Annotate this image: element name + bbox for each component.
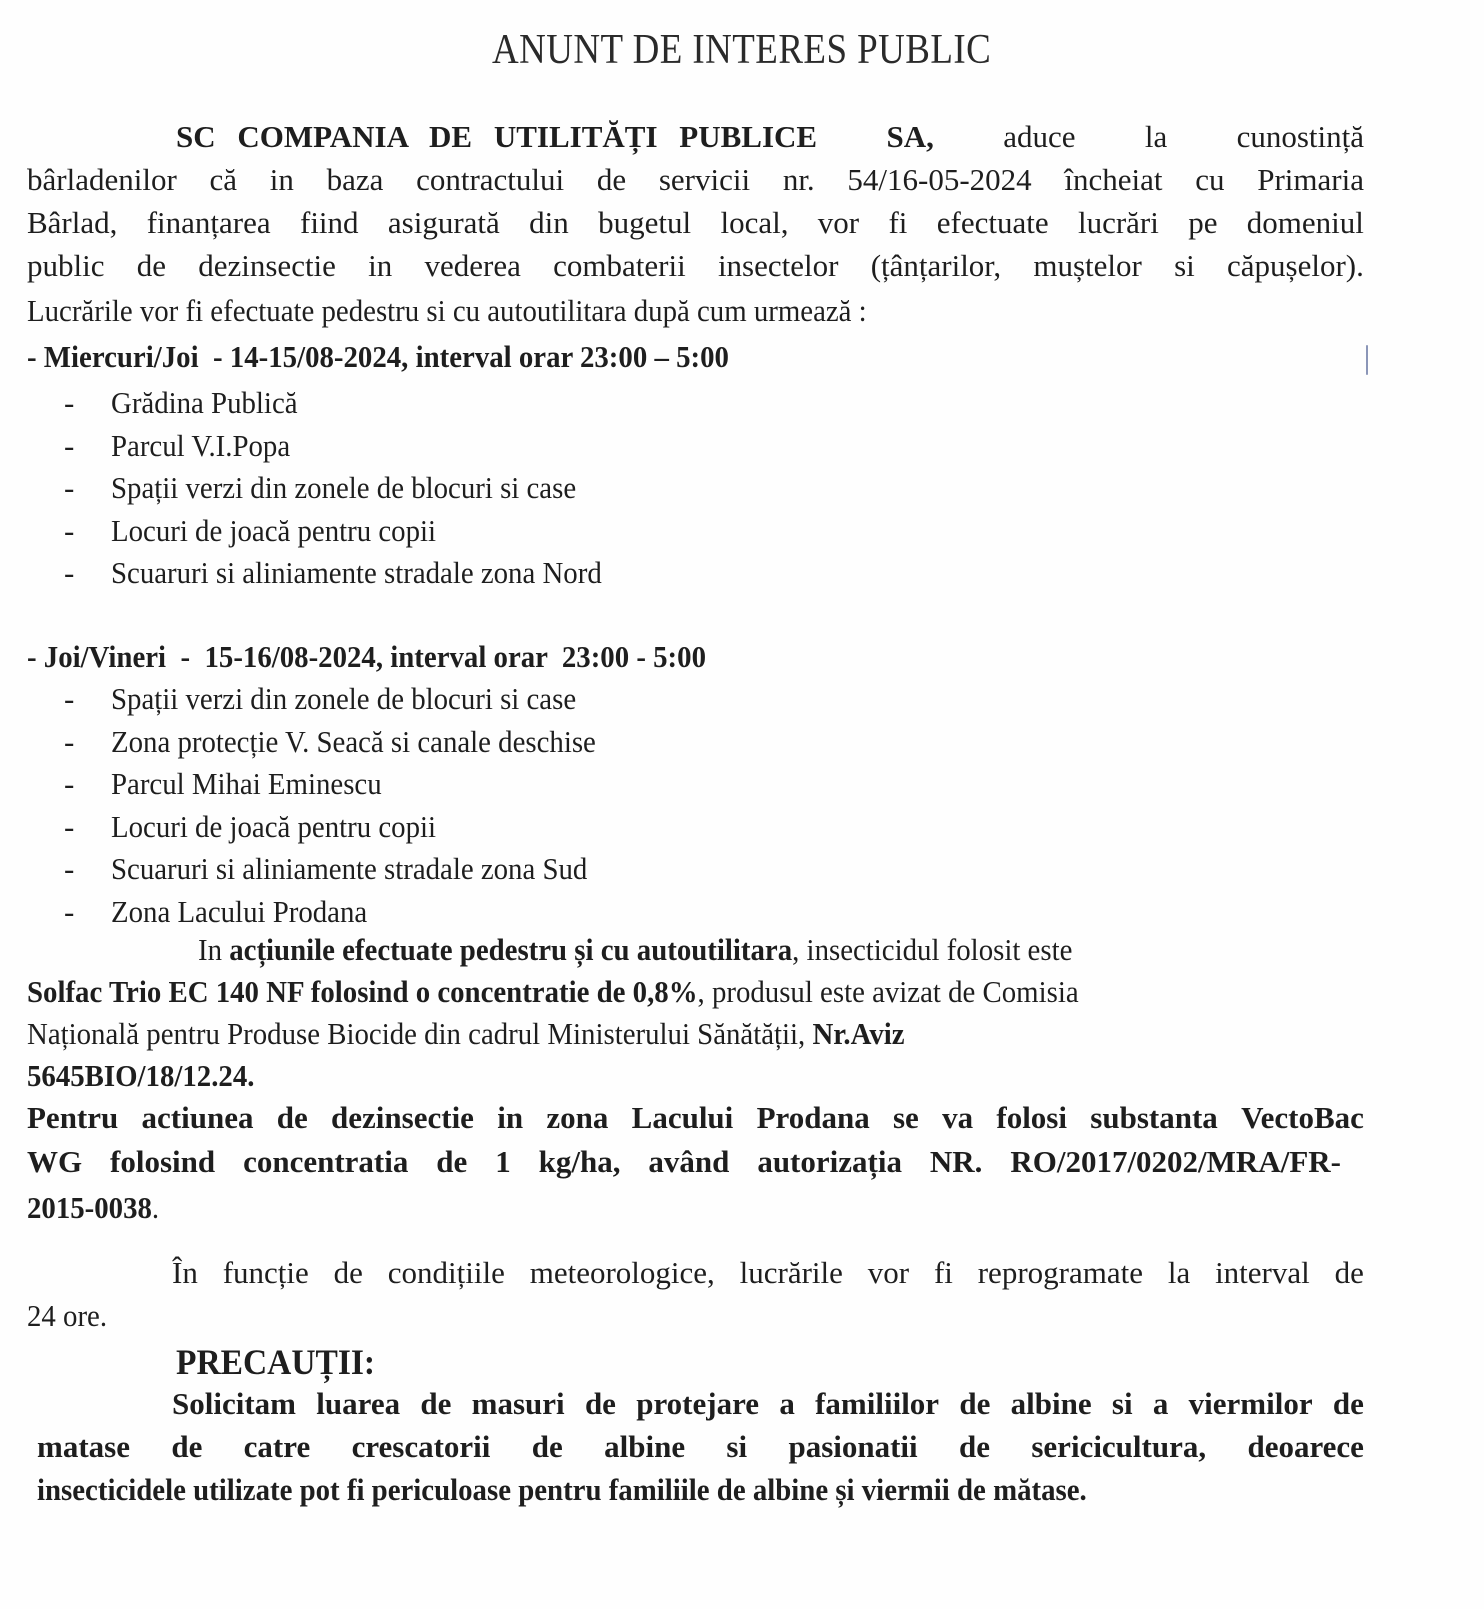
word: încheiat [1064, 162, 1163, 197]
location-item: Spații verzi din zonele de blocuri si case [111, 470, 577, 505]
word: În [172, 1255, 198, 1290]
bullet-dash: - [64, 385, 75, 420]
word: meteorologice, [529, 1255, 715, 1290]
intro-line-5: Lucrările vor fi efectuate pedestru si cu autoutilitara după cum urmează : [27, 293, 867, 328]
word: de [596, 162, 627, 197]
word: masuri [471, 1386, 565, 1421]
bullet-dash: - [64, 893, 75, 929]
bullet-dash: - [64, 427, 75, 463]
word: vor [817, 205, 860, 240]
company-name: SC COMPANIA DE UTILITĂȚI PUBLICE [176, 119, 818, 154]
word: finanțarea [146, 205, 271, 240]
precautions-line-1 [172, 1384, 1364, 1424]
word: public [27, 248, 105, 283]
word: concentratia [243, 1144, 409, 1179]
word: de [584, 1386, 616, 1421]
word: având [648, 1144, 730, 1179]
scan-pen-mark [1366, 345, 1368, 375]
word: de [531, 1429, 563, 1464]
word: Lacului [631, 1100, 734, 1135]
word: familiilor [815, 1386, 940, 1421]
company-suffix: SA, [886, 119, 934, 154]
bullet-dash: - [64, 512, 75, 548]
location-item: Locuri de joacă pentru copii [111, 808, 437, 844]
location-item: Parcul Mihai Eminescu [111, 766, 382, 801]
word: viermilor [1188, 1386, 1313, 1421]
word: bugetul [598, 205, 692, 240]
word: vor [867, 1255, 910, 1290]
precautions-line-3: insecticidele utilizate pot fi periculoase pentru familiile de albine și viermii de mătase. [37, 1472, 1087, 1507]
location-item: Scuaruri si aliniamente stradale zona Nord [111, 555, 602, 590]
location-item: Zona protecție V. Seacă si canale deschise [111, 723, 596, 759]
word: local, [720, 205, 789, 240]
word: Prodana [756, 1100, 870, 1135]
word: insectelor [717, 248, 839, 283]
location-item: Locuri de joacă pentru copii [111, 512, 437, 548]
word: bârladenilor [27, 162, 177, 197]
word: in [497, 1100, 524, 1135]
schedule-heading-2: - Joi/Vineri - 15-16/08-2024, interval orar 23:00 - 5:00 [27, 639, 706, 674]
word: in [368, 248, 393, 283]
word: va [942, 1100, 974, 1135]
word: fi [933, 1255, 953, 1290]
insecticide-line-1: In acțiunile efectuate pedestru și cu autoutilitara, insecticidul folosit este [198, 932, 1073, 967]
word: kg/ha, [538, 1144, 621, 1179]
bullet-dash: - [64, 681, 75, 716]
word: baza [326, 162, 384, 197]
word: de [136, 248, 166, 283]
vectobac-line-1 [27, 1098, 1364, 1138]
word: catre [243, 1429, 311, 1464]
word: de [420, 1386, 452, 1421]
word: Bârlad, [27, 205, 118, 240]
word: crescatorii [351, 1429, 491, 1464]
word: deoarece [1247, 1429, 1364, 1464]
bullet-dash: - [64, 808, 75, 844]
word: WG [27, 1144, 83, 1179]
bullet-dash: - [64, 470, 75, 505]
bullet-dash: - [64, 851, 75, 886]
weather-line-2: 24 ore. [27, 1298, 108, 1333]
word: muștelor [1033, 248, 1142, 283]
word: a [779, 1386, 795, 1421]
bullet-dash: - [64, 766, 75, 801]
word: cu [1195, 162, 1225, 197]
word: autorizația [757, 1144, 902, 1179]
weather-line-1 [172, 1253, 1364, 1293]
word: din [529, 205, 569, 240]
location-item: Grădina Publică [111, 385, 298, 420]
insecticide-line-3: Națională pentru Produse Biocide din cadrul Ministerului Sănătății, Nr.Aviz [27, 1016, 905, 1051]
word: de [959, 1429, 991, 1464]
word: servicii [658, 162, 751, 197]
insecticide-line-2: Solfac Trio EC 140 NF folosind o concentratie de 0,8%, produsul este avizat de Comisia [27, 974, 1079, 1009]
precautions-heading: PRECAUȚII: [176, 1342, 376, 1382]
word: a [1152, 1386, 1169, 1421]
word: Pentru [27, 1100, 119, 1135]
word: pe [1188, 205, 1218, 240]
bullet-dash: - [64, 555, 75, 590]
word: actiunea [141, 1100, 254, 1135]
word: in [269, 162, 294, 197]
word: matase [37, 1429, 130, 1464]
location-item: Parcul V.I.Popa [111, 427, 291, 463]
word: de [1332, 1386, 1364, 1421]
bullet-dash: - [64, 723, 75, 759]
word: lucrările [739, 1255, 843, 1290]
word: RO/2017/0202/MRA/FR- [1010, 1144, 1341, 1179]
vectobac-line-3: 2015-0038. [27, 1190, 160, 1225]
word: de [1334, 1255, 1364, 1290]
word: luarea [316, 1386, 401, 1421]
word: 1 [495, 1144, 511, 1179]
precautions-line-2 [37, 1427, 1364, 1467]
word: condițiile [387, 1255, 505, 1290]
word: efectuate [936, 205, 1049, 240]
intro-word: cunostință [1236, 119, 1364, 154]
announcement-title: ANUNT DE INTERES PUBLIC [492, 27, 992, 73]
word: albine [1010, 1386, 1092, 1421]
word: contractului [416, 162, 565, 197]
word: folosind [110, 1144, 216, 1179]
word: dezinsectie [198, 248, 336, 283]
word: NR. [929, 1144, 983, 1179]
word: de [276, 1100, 308, 1135]
word: si [1174, 248, 1195, 283]
word: Primaria [1257, 162, 1364, 197]
schedule-heading-1: - Miercuri/Joi - 14-15/08-2024, interval orar 23:00 – 5:00 [27, 339, 729, 374]
word: se [892, 1100, 919, 1135]
word: lucrări [1077, 205, 1159, 240]
word: 54/16-05-2024 [847, 162, 1032, 197]
word: VectoBac [1241, 1100, 1364, 1135]
location-item: Zona Lacului Prodana [111, 893, 368, 929]
word: combaterii [553, 248, 686, 283]
word: căpușelor). [1227, 248, 1364, 283]
aviz-number: 5645BIO/18/12.24. [27, 1058, 255, 1093]
vectobac-line-2 [27, 1142, 1341, 1182]
word: fi [888, 205, 908, 240]
word: si [1111, 1386, 1133, 1421]
word: dezinsectie [331, 1100, 474, 1135]
word: domeniul [1246, 205, 1364, 240]
word: de [333, 1255, 363, 1290]
intro-line-1 [176, 117, 1364, 157]
word: sericicultura, [1031, 1429, 1207, 1464]
word: (țânțarilor, [870, 248, 1002, 283]
intro-line-4 [27, 246, 1364, 286]
word: substanta [1090, 1100, 1218, 1135]
word: vederea [424, 248, 521, 283]
word: funcție [222, 1255, 309, 1290]
word: că [209, 162, 238, 197]
product-name: Solfac Trio EC 140 NF folosind o concentratie de 0,8% [27, 974, 698, 1009]
word: zona [546, 1100, 609, 1135]
location-item: Scuaruri si aliniamente stradale zona Sud [111, 851, 588, 886]
word: de [436, 1144, 468, 1179]
word: interval [1215, 1255, 1310, 1290]
intro-word: la [1144, 119, 1168, 154]
intro-word: aduce [1003, 119, 1076, 154]
intro-line-2 [27, 160, 1364, 200]
word: folosi [996, 1100, 1067, 1135]
word: si [726, 1429, 748, 1464]
word: de [171, 1429, 203, 1464]
word: asigurată [387, 205, 500, 240]
word: Solicitam [172, 1386, 296, 1421]
location-item: Spații verzi din zonele de blocuri si case [111, 681, 577, 716]
word: pasionatii [788, 1429, 918, 1464]
word: nr. [782, 162, 815, 197]
word: de [959, 1386, 991, 1421]
word: albine [604, 1429, 686, 1464]
intro-line-3 [27, 203, 1364, 243]
word: reprogramate [977, 1255, 1143, 1290]
word: la [1167, 1255, 1191, 1290]
word: fiind [300, 205, 359, 240]
word: protejare [636, 1386, 760, 1421]
